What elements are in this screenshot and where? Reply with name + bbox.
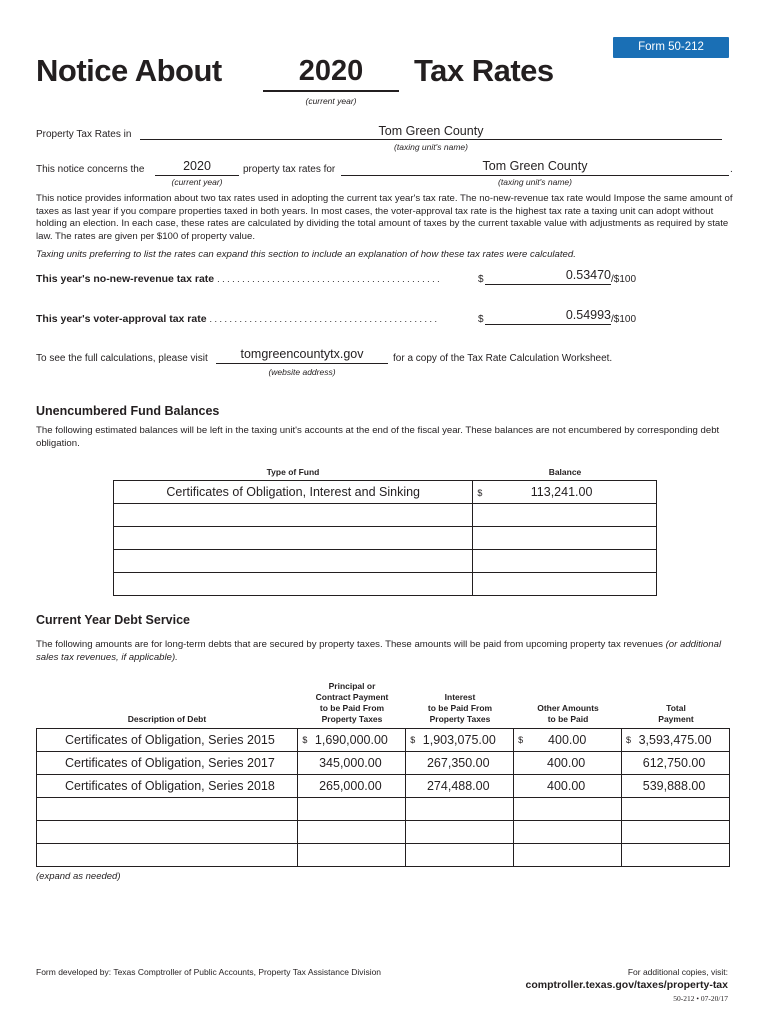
debt-description-cell[interactable] (37, 798, 298, 821)
var-rate-field[interactable]: 0.54993 (565, 308, 611, 322)
fund-balance-cell[interactable] (473, 504, 657, 527)
intro-note: Taxing units preferring to list the rates can expand this section to include an explanation of how these tax rates were calculated. (36, 249, 576, 260)
debt-description (36, 639, 736, 664)
concerns-label: This notice concerns the (36, 164, 145, 175)
debt-other-cell[interactable] (514, 798, 622, 821)
debt-total-value: 539,888.00 (642, 779, 706, 793)
title-year-caption: (current year) (305, 96, 357, 106)
fund-table-row (114, 573, 657, 596)
concerns-year-caption: (current year) (171, 177, 223, 187)
debt-description-cell[interactable]: Certificates of Obligation, Series 2015 (37, 729, 298, 752)
fund-description: The following estimated balances will be left in the taxing unit's accounts at the end of the fiscal year. These balances are not encumbered by corresponding debt obligation. (36, 425, 720, 449)
fund-balance-cell[interactable] (473, 481, 657, 504)
debt-table-row (37, 798, 730, 821)
debt-interest-value: 267,350.00 (426, 756, 490, 770)
debt-col-interest: Interest to be Paid From Property Taxes (427, 692, 493, 724)
debt-description-cell[interactable] (37, 821, 298, 844)
debt-principal-value: 345,000.00 (319, 756, 382, 770)
fund-balance-cell[interactable] (473, 573, 657, 596)
fund-table-row (114, 504, 657, 527)
fund-col-balance: Balance (548, 467, 582, 477)
concerns-period: . (730, 164, 733, 175)
debt-total-cell[interactable] (622, 821, 730, 844)
debt-table (36, 728, 730, 867)
debt-total-value: 612,750.00 (642, 756, 706, 770)
website-caption: (website address) (268, 367, 336, 377)
fund-type-cell[interactable] (114, 527, 473, 550)
debt-total-cell[interactable] (622, 775, 730, 798)
nnr-rate-label: This year's no-new-revenue tax rate (36, 273, 215, 285)
concerns-unit-caption: (taxing unit's name) (498, 177, 572, 187)
debt-total-cell[interactable] (622, 798, 730, 821)
page-title (36, 53, 222, 89)
debt-principal-value: 1,690,000.00 (314, 733, 388, 747)
concerns-unit-field[interactable]: Tom Green County (482, 159, 588, 173)
debt-description-cell[interactable]: Certificates of Obligation, Series 2018 (37, 775, 298, 798)
concerns-year-underline (155, 175, 239, 176)
fund-balance-dollar: $ (477, 488, 483, 498)
debt-col-other: Other Amounts to be Paid (537, 703, 599, 724)
debt-col-principal: Principal or Contract Payment to be Paid From Property Taxes (315, 681, 389, 724)
debt-interest-value: 1,903,075.00 (422, 733, 496, 747)
debt-principal-cell[interactable] (298, 798, 406, 821)
nnr-rate-field[interactable]: 0.53470 (565, 268, 611, 282)
nnr-rate-underline (485, 284, 611, 285)
nnr-dollar-sign: $ (478, 274, 484, 285)
var-dollar-sign: $ (478, 314, 484, 325)
footer-form-code: 50-212 • 07-20/17 (673, 994, 728, 1003)
debt-other-value: 400.00 (547, 779, 586, 793)
debt-other-dollar: $ (518, 735, 524, 745)
debt-other-value: 400.00 (548, 733, 587, 747)
debt-total-cell[interactable] (622, 752, 730, 775)
debt-table-row (37, 729, 730, 752)
debt-principal-cell[interactable] (298, 775, 406, 798)
debt-table-row (37, 752, 730, 775)
debt-description-text: The following amounts are for long-term debts that are secured by property taxes. These amounts will be paid from upcoming property tax revenues (36, 639, 666, 650)
debt-interest-dollar: $ (410, 735, 416, 745)
debt-table-row (37, 775, 730, 798)
fund-type-cell[interactable] (114, 550, 473, 573)
debt-principal-cell[interactable] (298, 844, 406, 867)
debt-heading: Current Year Debt Service (36, 613, 191, 627)
nnr-per-label: /$100 (611, 274, 637, 285)
rates-in-unit-field[interactable]: Tom Green County (378, 124, 484, 138)
var-rate-underline (485, 324, 611, 325)
fund-table-row (114, 550, 657, 573)
rates-in-label: Property Tax Rates in (36, 129, 132, 140)
fund-table (113, 480, 657, 596)
debt-other-cell[interactable] (514, 775, 622, 798)
fund-table-row (114, 481, 657, 504)
rates-in-underline (140, 139, 722, 140)
debt-interest-cell[interactable] (406, 775, 514, 798)
debt-interest-value: 274,488.00 (426, 779, 490, 793)
debt-description-italic: (or additional sales tax revenues, if applicable). (36, 639, 722, 663)
var-rate-dots: . . . . . . . . . . . . . . . . . . . . . . . . . . . . . . . . . . . . . . . . . . . . . . (209, 314, 438, 324)
debt-total-cell[interactable] (622, 729, 730, 752)
intro-paragraph: This notice provides information about two tax rates used in adopting the current tax year's tax rate. The no-new-revenue tax rate would Impose the same amount of taxes as last year if you compare properties taxed in both years. In most cases, the voter-approval tax rate is the highest tax rate a taxing unit can adopt without holding an election. In each case, these rates are calculated by dividing the total amount of taxes by the current taxable value with adjustments as required by state law. The rates are given per $100 of property value. (36, 193, 733, 242)
title-year-underline (263, 90, 399, 92)
website-suffix: for a copy of the Tax Rate Calculation Worksheet. (393, 353, 613, 364)
debt-other-cell[interactable] (514, 729, 622, 752)
fund-balance-cell[interactable] (473, 527, 657, 550)
var-rate-label: This year's voter-approval tax rate (36, 313, 207, 325)
fund-col-type: Type of Fund (266, 467, 320, 477)
debt-principal-cell[interactable] (298, 729, 406, 752)
debt-interest-cell[interactable] (406, 844, 514, 867)
form-number-text: Form 50-212 (638, 41, 704, 53)
debt-table-row (37, 821, 730, 844)
debt-other-cell[interactable] (514, 844, 622, 867)
debt-col-total: Total Payment (658, 703, 694, 724)
expand-note: (expand as needed) (36, 871, 121, 882)
website-label: To see the full calculations, please visit (36, 353, 208, 364)
debt-table-row (37, 844, 730, 867)
debt-total-dollar: $ (626, 735, 632, 745)
debt-other-cell[interactable] (514, 821, 622, 844)
debt-other-cell[interactable] (514, 752, 622, 775)
form-number-badge (613, 37, 729, 58)
fund-type-cell[interactable] (114, 573, 473, 596)
debt-interest-cell[interactable] (406, 798, 514, 821)
fund-balance-cell[interactable] (473, 550, 657, 573)
footer-copies-url[interactable]: comptroller.texas.gov/taxes/property-tax (525, 979, 728, 991)
fund-balance-value: 113,241.00 (530, 485, 593, 499)
debt-other-value: 400.00 (547, 756, 586, 770)
fund-heading: Unencumbered Fund Balances (36, 404, 220, 418)
debt-principal-dollar: $ (302, 735, 308, 745)
debt-principal-cell[interactable] (298, 752, 406, 775)
rates-in-caption: (taxing unit's name) (394, 142, 468, 152)
debt-interest-cell[interactable] (406, 752, 514, 775)
debt-principal-cell[interactable] (298, 821, 406, 844)
debt-col-desc: Description of Debt (127, 714, 207, 724)
debt-description-cell[interactable] (37, 844, 298, 867)
debt-principal-value: 265,000.00 (319, 779, 382, 793)
debt-total-value: 3,593,475.00 (638, 733, 712, 747)
footer-developed-by: Form developed by: Texas Comptroller of Public Accounts, Property Tax Assistance Division (36, 967, 382, 977)
debt-interest-cell[interactable] (406, 729, 514, 752)
fund-type-cell[interactable]: Certificates of Obligation, Interest and Sinking (114, 481, 473, 504)
fund-type-cell[interactable] (114, 504, 473, 527)
nnr-rate-dots: . . . . . . . . . . . . . . . . . . . . . . . . . . . . . . . . . . . . . . . . . . . . . (217, 274, 440, 284)
title-prefix: Notice About (36, 53, 222, 88)
concerns-year-field[interactable]: 2020 (183, 159, 211, 173)
title-suffix: Tax Rates (414, 53, 554, 88)
concerns-mid-label: property tax rates for (243, 164, 336, 175)
fund-table-row (114, 527, 657, 550)
title-year[interactable]: 2020 (298, 55, 364, 87)
concerns-unit-underline (341, 175, 729, 176)
website-field[interactable]: tomgreencountytx.gov (240, 347, 364, 361)
debt-total-cell[interactable] (622, 844, 730, 867)
var-per-label: /$100 (611, 314, 637, 325)
debt-interest-cell[interactable] (406, 821, 514, 844)
debt-description-cell[interactable]: Certificates of Obligation, Series 2017 (37, 752, 298, 775)
website-underline (216, 363, 388, 364)
footer-copies-label: For additional copies, visit: (627, 967, 728, 977)
